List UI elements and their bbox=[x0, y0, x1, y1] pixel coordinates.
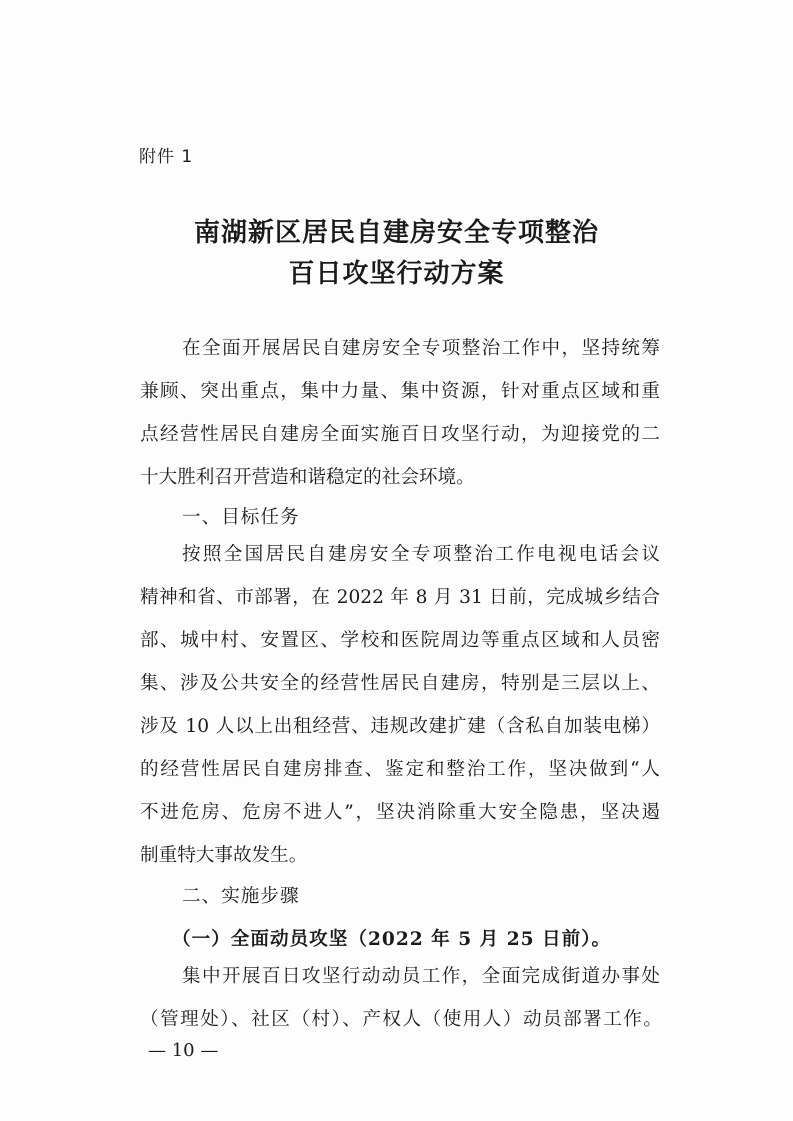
section1-line: 的经营性居民自建房排查、鉴定和整治工作，坚决做到“人 bbox=[140, 759, 660, 780]
intro-line: 兼顾、突出重点，集中力量、集中资源，针对重点区域和重 bbox=[140, 381, 660, 402]
section1-line: 部、城中村、安置区、学校和医院周边等重点区域和人员密 bbox=[140, 630, 660, 651]
section1-line: 按照全国居民自建房安全专项整治工作电视电话会议 bbox=[182, 544, 660, 565]
section1-line: 精神和省、市部署，在 2022 年 8 月 31 日前，完成城乡结合 bbox=[140, 587, 660, 608]
attachment-label: 附件 1 bbox=[139, 147, 194, 167]
document-title-line-2: 百日攻坚行动方案 bbox=[288, 259, 505, 289]
section1-line: 不进危房、危房不进人”，坚决消除重大安全隐患，坚决遏 bbox=[140, 802, 660, 823]
intro-line: 点经营性居民自建房全面实施百日攻坚行动，为迎接党的二 bbox=[140, 424, 660, 445]
document-title-line-1: 南湖新区居民自建房安全专项整治 bbox=[193, 218, 599, 248]
section1-line: 制重特大事故发生。 bbox=[140, 845, 308, 866]
section1-line: 集、涉及公共安全的经营性居民自建房，特别是三层以上、 bbox=[140, 673, 660, 694]
section2-line: （管理处）、社区（村）、产权人（使用人）动员部署工作。 bbox=[140, 1009, 662, 1030]
section2-line: 集中开展百日攻坚行动动员工作，全面完成街道办事处 bbox=[182, 966, 660, 987]
page-number: — 10 — bbox=[148, 1040, 219, 1061]
section-heading-targets: 一、目标任务 bbox=[182, 507, 300, 528]
intro-line: 在全面开展居民自建房安全专项整治工作中，坚持统筹 bbox=[182, 338, 660, 359]
subsection-heading-mobilization: （一）全面动员攻坚（2022 年 5 月 25 日前）。 bbox=[172, 929, 612, 950]
section1-line: 涉及 10 人以上出租经营、违规改建扩建（含私自加装电梯） bbox=[140, 716, 660, 737]
intro-line: 十大胜利召开营造和谐稳定的社会环境。 bbox=[140, 467, 475, 488]
section-heading-steps: 二、实施步骤 bbox=[182, 886, 300, 907]
